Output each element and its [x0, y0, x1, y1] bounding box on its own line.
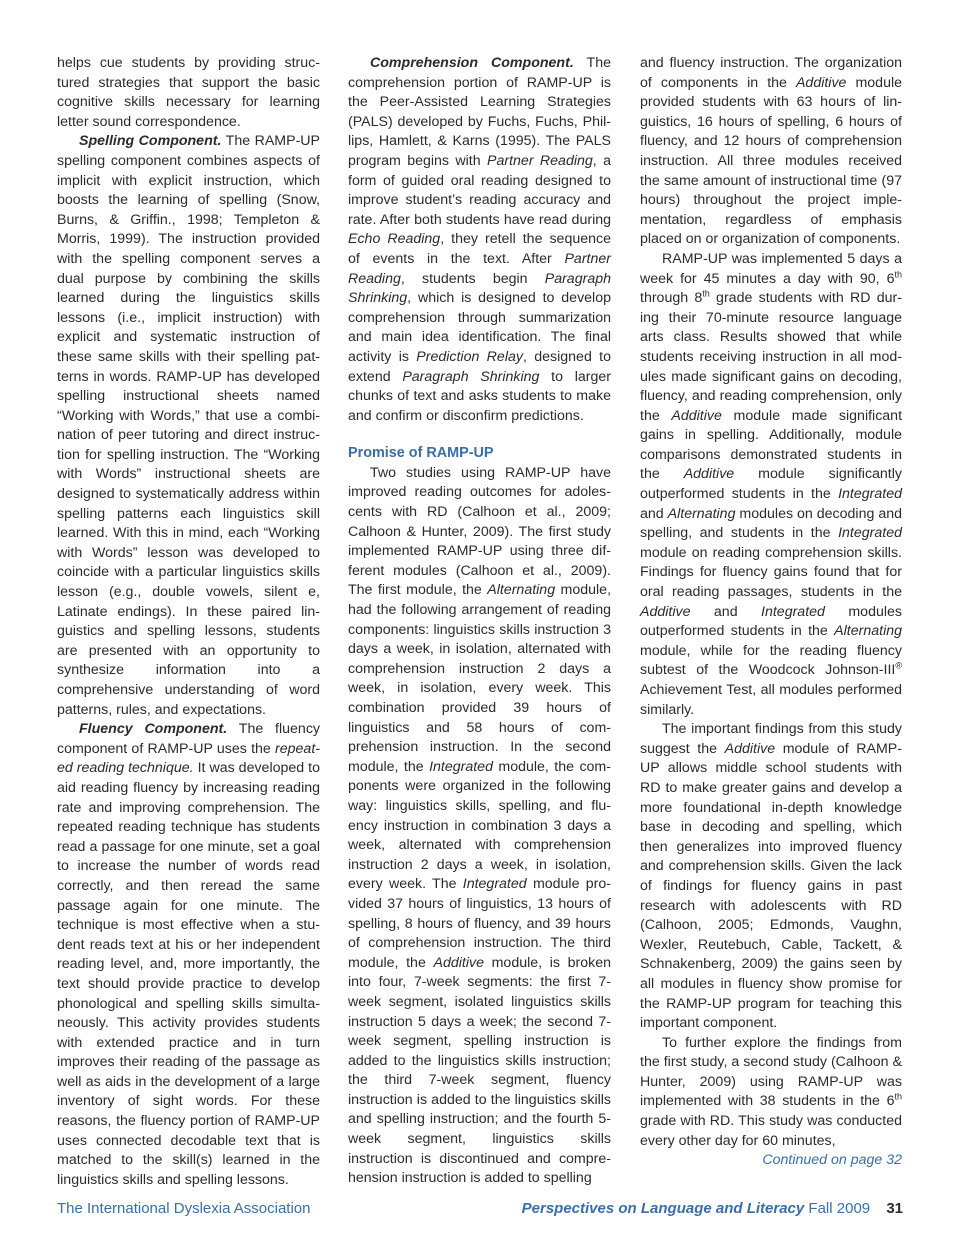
paragraph: To further explore the findings from the first study, a second study (Calhoon & Hunter, 2009) using RAMP-UP was implemented with 38 students in the 6th grade with RD. This study was conducted every other day for 60 minutes,: [640, 1034, 902, 1149]
column-2: [348, 54, 611, 1189]
section-heading: Promise of RAMP-UP: [348, 445, 494, 462]
run-in-heading: Spelling Component.: [79, 133, 222, 150]
paragraph: The important findings from this study suggest the Additive module of RAMP-UP allows middle school students with RD to make greater gains and develop a more foundational in-depth knowledge base in decoding and spelling, which then generalizes into improved fluency and comprehension skills. Given the lack of findings for fluency gains in past research with adolescents with RD (Calhoon, 2005; Edmonds, Vaughn, Wexler, Reutebuch, Cable, Tackett, & Schnakenberg, 2009) the gains seen by all modules in fluency show promise for the RAMP-UP program for teaching this important component.: [640, 721, 902, 1032]
paragraph: Comprehension Component. The comprehension portion of RAMP-UP is the Peer-Assisted Learning Strategies (PALS) developed by Fuchs, Fuchs, Phillips, Hamlett, & Karns (1995). The PALS program begins with Partner Reading, a form of guided oral reading designed to improve student’s reading accuracy and rate. After both students have read during Echo Reading, they retell the sequence of events in the text. After Partner Reading, students begin Paragraph Shrinking, which is designed to develop comprehension through summarization and main idea identification. The final activity is Prediction Relay, designed to extend Paragraph Shrinking to larger chunks of text and asks students to make and confirm or disconfirm predictions.: [348, 55, 611, 424]
paragraph: Two studies using RAMP-UP have improved reading outcomes for adolescents with RD (Calhoon et al., 2009; Calhoon & Hunter, 2009). The first study implemented RAMP-UP using three different modules (Calhoon et al., 2009). The first module, the Alternating module, had the following arrangement of reading components: linguistics skills instruction 3 days a week, in isolation, alternated with comprehension instruction 2 days a week, in isolation, every week. This combination provided 39 hours of linguistics and 58 hours of comprehension instruction. In the second module, the Integrated module, the components were organized in the following way: linguistics skills, spelling, and fluency instruction in combination 3 days a week, alternated with comprehension instruction 2 days a week, in isolation, every week. The Integrated module provided 37 hours of linguistics, 13 hours of spelling, 8 hours of fluency, and 39 hours of comprehension instruction. The third module, the Additive module, is broken into four, 7-week segments: the first 7-week segment, isolated linguistics skills instruction 5 days a week; the second 7-week segment, spelling instruction is added to the linguistics skills instruction; the third 7-week segment, fluency instruction is added to the linguistics skills and spelling instruction; and the fourth 5-week segment, linguistics skills instruction is discontinued and comprehension instruction is added to spelling: [348, 464, 612, 1187]
continued-link[interactable]: Continued on page 32: [762, 1152, 902, 1169]
column-3: [640, 54, 902, 1171]
run-in-heading: Comprehension Component.: [370, 55, 574, 71]
paragraph: helps cue students by providing structured strategies that support the basic cognitive skills necessary for learning letter sound correspondence.: [57, 55, 320, 130]
paragraph: Spelling Component. The RAMP-UP spelling component combines aspects of implicit with explicit instruction, which boosts the learning of spelling (Snow, Burns, & Griffin., 1998; Templeton & Morris, 1999). The instruction provided with the spelling component serves a dual purpose by combining the skills learned during the linguistics skills lessons (i.e., implicit instruction) with explicit and systematic instruction of these same skills with their spelling patterns in words. RAMP-UP has developed spelling instructional sheets named “Working with Words,” that use a combination of peer tutoring and direct instruction for spelling instruction. The “Working with Words” instructional sheets are designed to systematically address within spelling patterns each linguistics skill learned. With this in mind, each “Working with Words” lesson was developed to coincide with a particular linguistics skills lesson (e.g., double vowels, silent e, Latinate endings). In these paired linguistics and spelling lessons, students are presented with an opportunity to synthesize information into a comprehensive understanding of word patterns, rules, and expectations.: [57, 133, 321, 718]
paragraph: Fluency Component. The fluency component of RAMP-UP uses the repeated reading technique. It was developed to aid reading fluency by increasing reading rate and improving comprehension. The repeated reading technique has students read a passage for one minute, set a goal to increase the number of words read correctly, and then reread the same passage again for one minute. The technique is most effective when a student reads text at his or her independent reading level, and, more importantly, the text should provide practice to develop phonological and spelling skills simultaneously. This activity provides students with extended practice and in turn improves their reading of the passage as well as aids in the development of a large inventory of sight words. For these reasons, the fluency portion of RAMP-UP uses connected decodable text that is matched to the skill(s) learned in the linguistics skills and spelling lessons.: [57, 721, 321, 1188]
column-1: [57, 54, 320, 1190]
page-number: 31: [886, 1200, 903, 1217]
paragraph: RAMP-UP was implemented 5 days a week for 45 minutes a day with 90, 6th through 8th grade students with RD during their 70-minute resource language arts class. Results showed that while students receiving instruction in all modules made significant gains on decoding, fluency, and reading comprehension, only the Additive module made significant gains in spelling. Additionally, module comparisons demonstrated students in the Additive module significantly outperformed students in the Integrated and Alternating modules on decoding and spelling, and students in the Integrated module on reading comprehension skills. Findings for fluency gains found that for oral reading passages, students in the Additive and Integrated modules outperformed students in the Alternating module, while for the reading fluency subtest of the Woodcock Johnson-III® Achievement Test, all modules performed similarly.: [640, 250, 903, 718]
footer-organization: The International Dyslexia Association: [57, 1200, 311, 1217]
issue-date: Fall 2009: [808, 1200, 871, 1217]
journal-title: Perspectives on Language and Literacy: [521, 1200, 805, 1217]
paragraph: and fluency instruction. The organization of components in the Additive module provided students with 63 hours of linguistics, 16 hours of spelling, 6 hours of fluency, and 12 hours of comprehension instruction. All three modules received the same amount of instructional time (97 hours) throughout the project implementation, regardless of emphasis placed on or organization of components.: [640, 55, 903, 248]
footer-journal: [522, 1200, 903, 1217]
run-in-heading: Fluency Component.: [79, 721, 228, 738]
